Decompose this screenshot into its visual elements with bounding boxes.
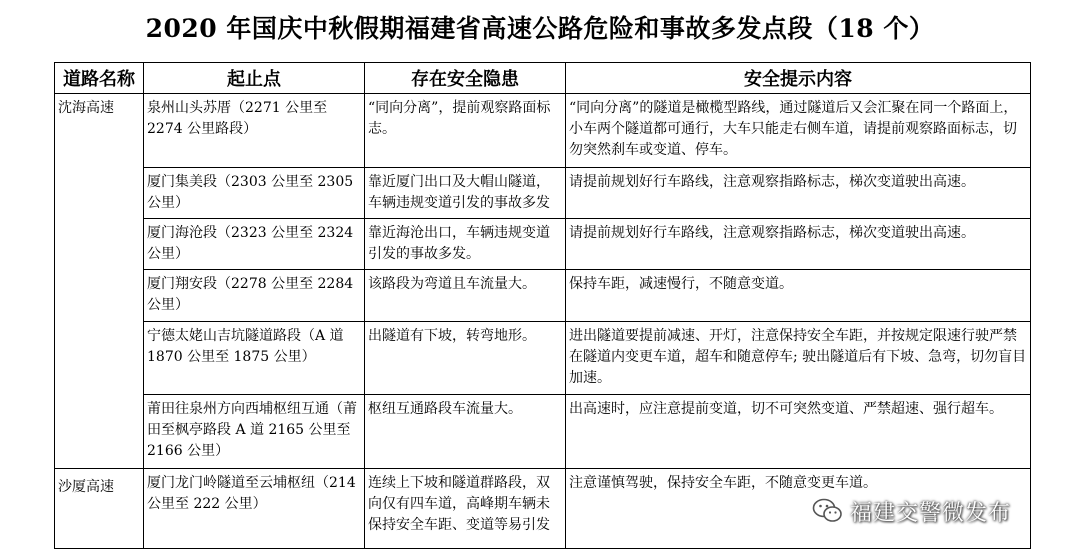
header-road-name: 道路名称	[55, 63, 144, 94]
hazard-cell: 枢纽互通路段车流量大。	[365, 395, 566, 469]
segment-cell: 厦门集美段（2303 公里至 2305 公里）	[144, 168, 365, 219]
safety-tip-cell: 保持车距，减速慢行，不随意变道。	[566, 270, 1031, 322]
safety-tip-cell: 注意谨慎驾驶，保持安全车距，不随意变更车道。	[566, 469, 1031, 549]
safety-tip-cell: 请提前规划好行车路线，注意观察指路标志，梯次变道驶出高速。	[566, 219, 1031, 270]
table-row	[55, 219, 1031, 270]
table-row	[55, 322, 1031, 395]
hazard-cell: 出隧道有下坡，转弯地形。	[365, 322, 566, 395]
header-hazard: 存在安全隐患	[365, 63, 566, 94]
table-header-row	[55, 63, 1031, 94]
hazard-cell: 靠近海沧出口，车辆违规变道引发的事故多发。	[365, 219, 566, 270]
safety-tip-cell: 进出隧道要提前减速、开灯，注意保持安全车距，并按规定限速行驶严禁在隧道内变更车道，超车和随意停车; 驶出隧道后有下坡、急弯，切勿盲目加速。	[566, 322, 1031, 395]
safety-tip-cell: 请提前规划好行车路线，注意观察指路标志，梯次变道驶出高速。	[566, 168, 1031, 219]
segment-cell: 宁德太姥山吉坑隧道路段（A 道 1870 公里至 1875 公里）	[144, 322, 365, 395]
hazard-table	[54, 62, 1031, 549]
watermark-text: 福建交警微发布	[850, 500, 1012, 526]
road-name-cell: 沙厦高速	[55, 469, 144, 549]
segment-cell: 泉州山头苏厝（2271 公里至 2274 公里路段）	[144, 94, 365, 168]
table-row	[55, 168, 1031, 219]
hazard-cell: “同向分离”，提前观察路面标志。	[365, 94, 566, 168]
segment-cell: 厦门龙门岭隧道至云埔枢纽（214 公里至 222 公里）	[144, 469, 365, 549]
table-row	[55, 395, 1031, 469]
table-row	[55, 94, 1031, 168]
road-name-cell: 沈海高速	[55, 94, 144, 469]
segment-cell: 厦门海沧段（2323 公里至 2324 公里）	[144, 219, 365, 270]
document-title: 2020 年国庆中秋假期福建省高速公路危险和事故多发点段（18 个）	[145, 14, 935, 43]
hazard-cell: 该路段为弯道且车流量大。	[365, 270, 566, 322]
hazard-cell: 连续上下坡和隧道群路段，双向仅有四车道，高峰期车辆未保持安全车距、变道等易引发	[365, 469, 566, 549]
safety-tip-cell: 出高速时，应注意提前变道，切不可突然变道、严禁超速、强行超车。	[566, 395, 1031, 469]
header-safety-tip: 安全提示内容	[566, 63, 1031, 94]
segment-cell: 厦门翔安段（2278 公里至 2284 公里）	[144, 270, 365, 322]
wechat-icon	[812, 497, 844, 525]
hazard-cell: 靠近厦门出口及大帽山隧道，车辆违规变道引发的事故多发	[365, 168, 566, 219]
safety-tip-cell: “同向分离”的隧道是橄榄型路线，通过隧道后又会汇聚在同一个路面上，小车两个隧道都可通行，大车只能走右侧车道，请提前观察路面标志，切勿突然刹车或变道、停车。	[566, 94, 1031, 168]
table-row	[55, 270, 1031, 322]
header-segment: 起止点	[144, 63, 365, 94]
segment-cell: 莆田往泉州方向西埔枢纽互通（莆田至枫亭路段 A 道 2165 公里至 2166 公里）	[144, 395, 365, 469]
watermark	[812, 494, 1011, 528]
